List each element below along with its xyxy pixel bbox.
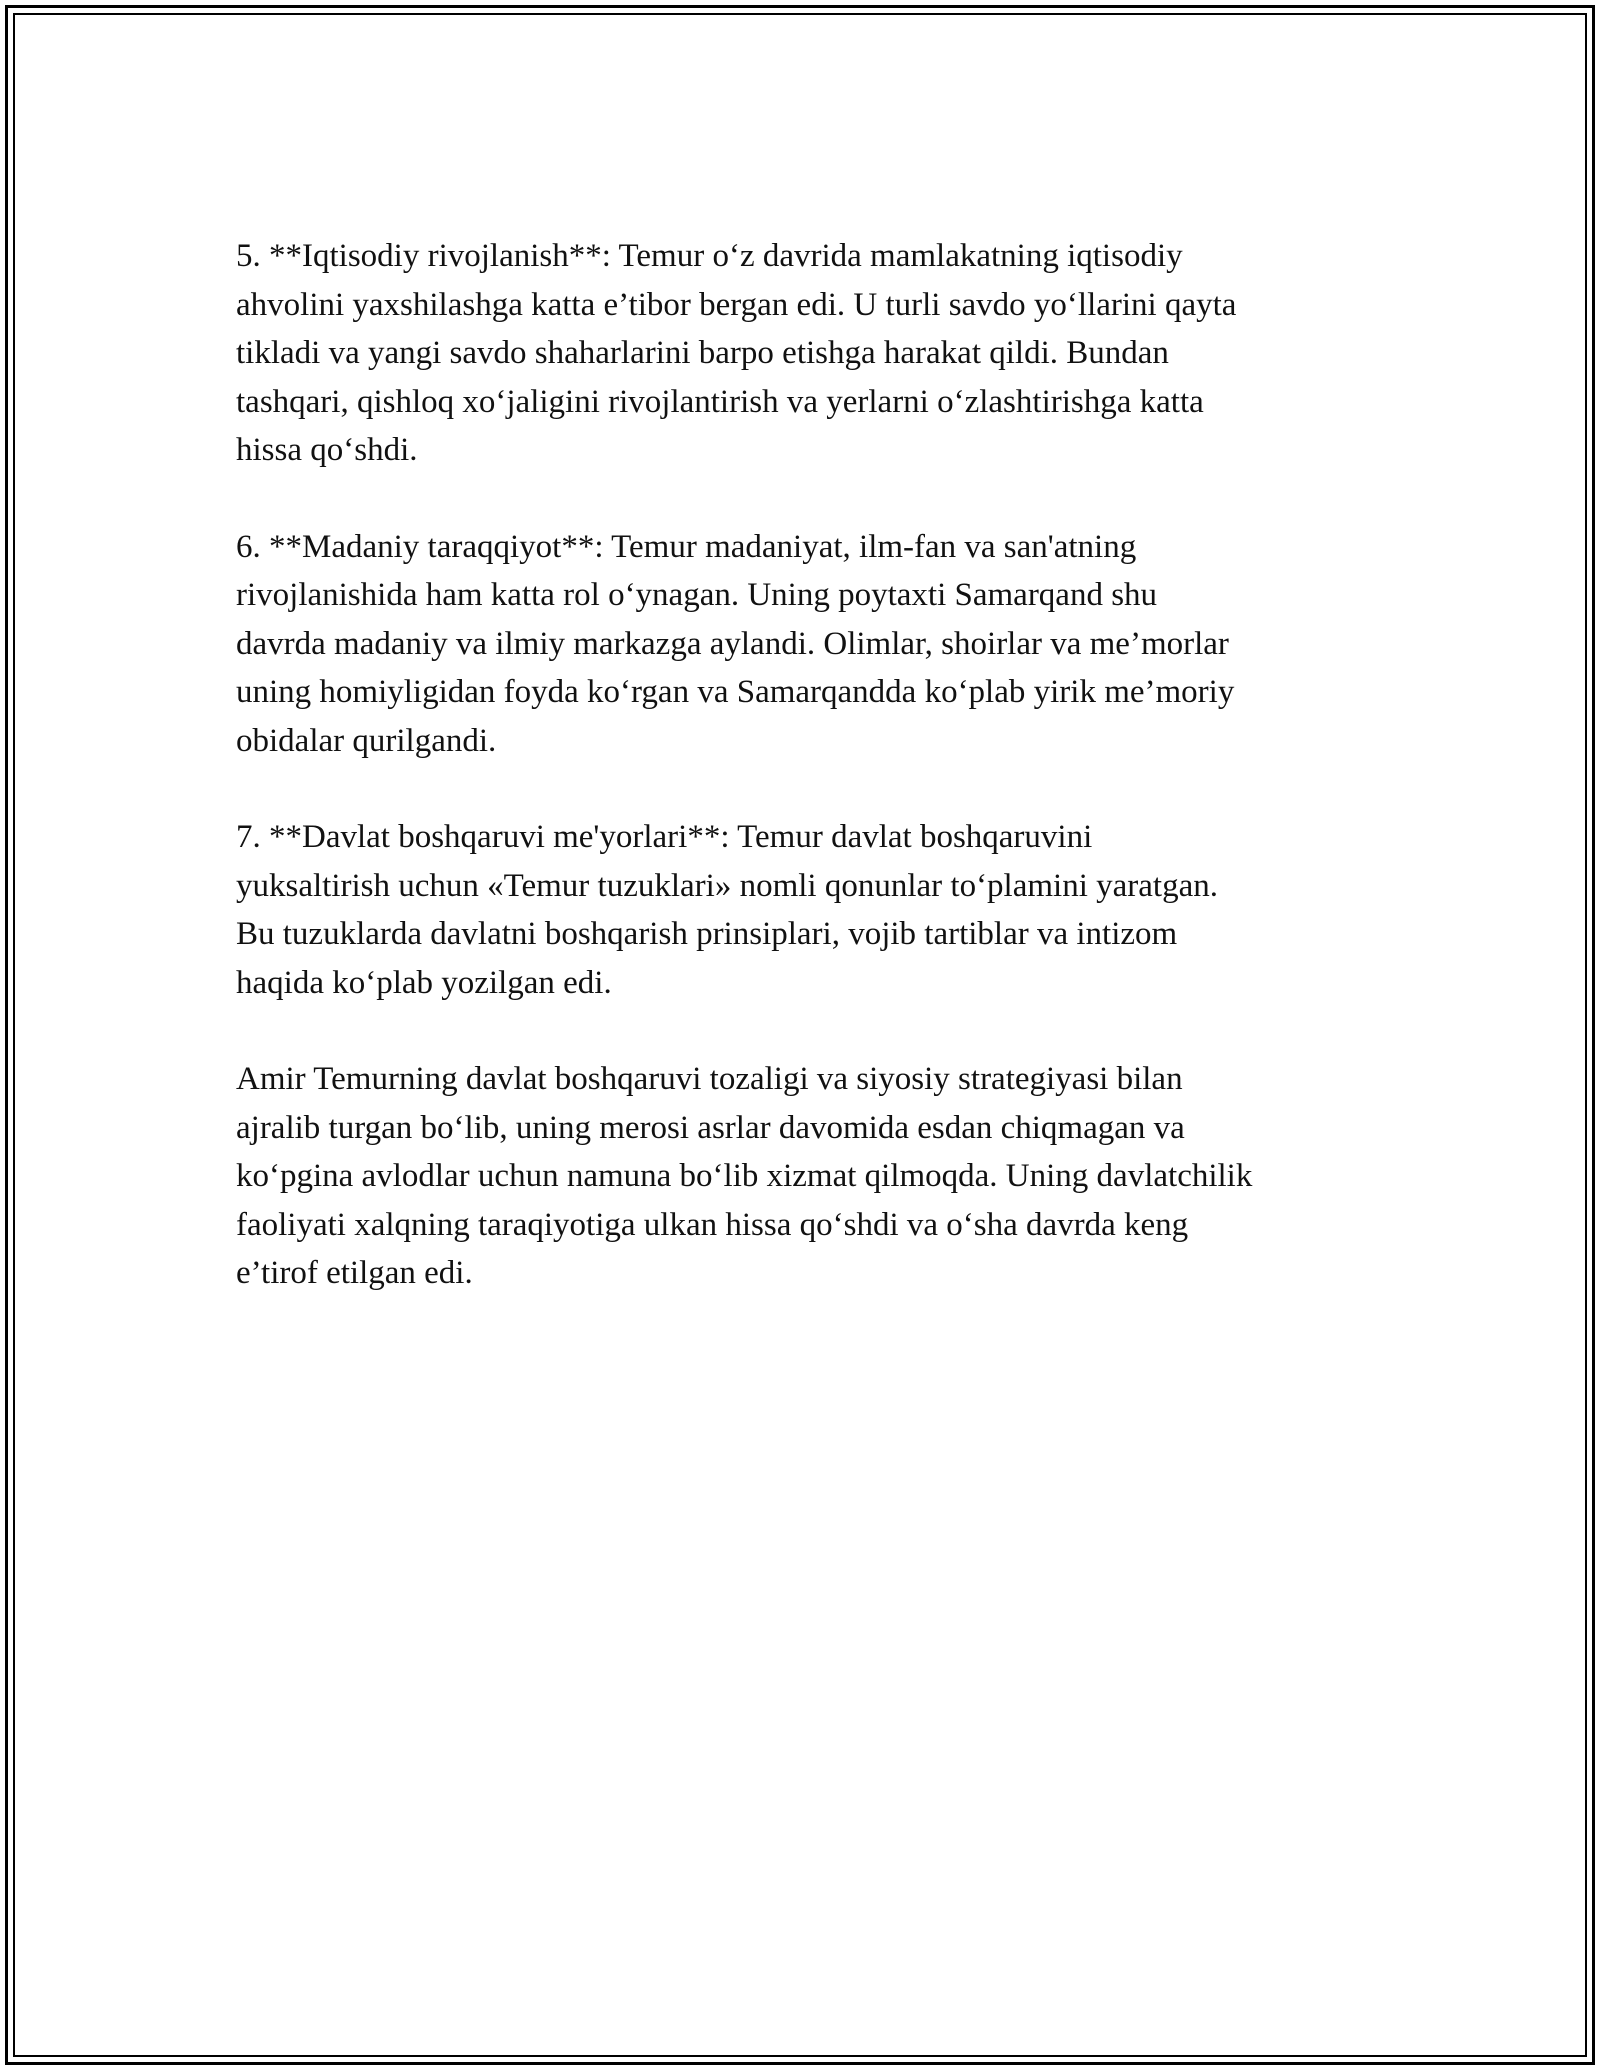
document-body — [236, 232, 1376, 1346]
paragraph-cultural-progress: 6. **Madaniy taraqqiyot**: Temur madaniyat, ilm-fan va san'atning rivojlanishida ham katta rol o‘ynagan. Uning poytaxti Samarqand shu davrda madaniy va ilmiy markazga aylandi. Olimlar, shoirlar va me’morlar uning homiyligidan foyda ko‘rgan va Samarqandda ko‘plab yirik me’moriy obidalar qurilgandi. — [236, 528, 1235, 759]
paragraph-conclusion: Amir Temurning davlat boshqaruvi tozaligi va siyosiy strategiyasi bilan ajralib turgan bo‘lib, uning merosi asrlar davomida esdan chiqmagan va ko‘pgina avlodlar uchun namuna bo‘lib xizmat qilmoqda. Uning davlatchilik faoliyati xalqning taraqiyotiga ulkan hissa qo‘shdi va o‘sha davrda keng e’tirof etilgan edi. — [236, 1061, 1253, 1291]
paragraph-economic-development: 5. **Iqtisodiy rivojlanish**: Temur o‘z davrida mamlakatning iqtisodiy ahvolini yaxshilashga katta e’tibor bergan edi. U turli savdo yo‘llarini qayta tikladi va yangi savdo shaharlarini barpo etishga harakat qildi. Bundan tashqari, qishloq xo‘jaligini rivojlantirish va yerlarni o‘zlashtirishga katta hissa qo‘shdi. — [236, 238, 1237, 468]
paragraph-state-governance-norms: 7. **Davlat boshqaruvi me'yorlari**: Temur davlat boshqaruvini yuksaltirish uchun «Temur tuzuklari» nomli qonunlar to‘plamini yaratgan. Bu tuzuklarda davlatni boshqarish prinsiplari, vojib tartiblar va intizom haqida ko‘plab yozilgan edi. — [236, 819, 1218, 1001]
